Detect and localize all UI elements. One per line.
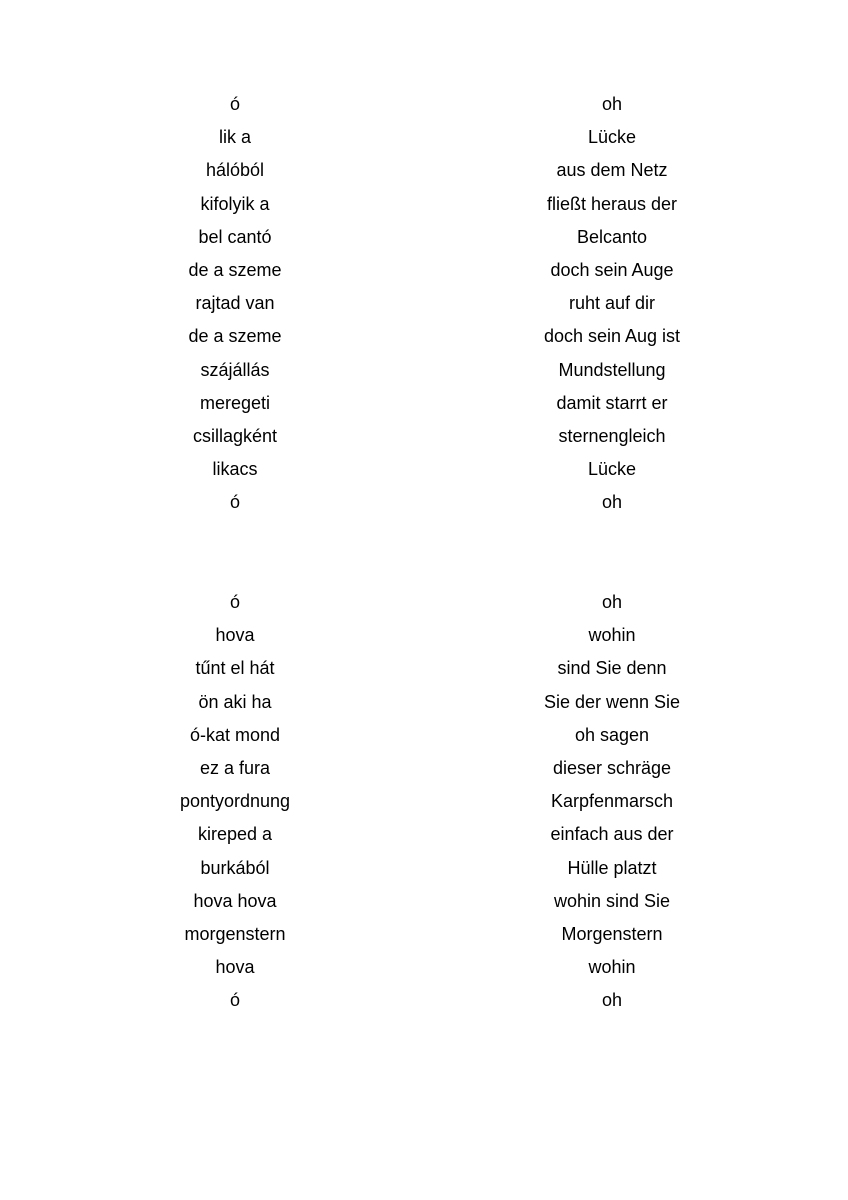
poem-line	[0, 951, 848, 984]
hungarian-line: ó	[229, 990, 241, 1011]
poem-line	[0, 486, 848, 519]
german-line: Mundstellung	[558, 359, 666, 380]
poem-line	[0, 885, 848, 918]
hungarian-line: meregeti	[199, 392, 271, 413]
german-line: Belcanto	[576, 226, 648, 247]
german-line: oh	[601, 990, 623, 1011]
hungarian-line: lik a	[218, 127, 252, 148]
hungarian-line: ó	[229, 94, 241, 114]
german-line: ruht auf dir	[568, 293, 656, 314]
german-line: einfach aus der	[550, 824, 674, 845]
hungarian-line: de a szeme	[188, 326, 282, 347]
german-line: doch sein Aug ist	[543, 326, 681, 347]
poem-line	[0, 221, 848, 254]
hungarian-line: ó	[229, 592, 241, 612]
poem-line	[0, 254, 848, 287]
german-line: damit starrt er	[556, 392, 668, 413]
poem-line	[0, 719, 848, 752]
stanza-2	[0, 586, 848, 1017]
german-line: fließt heraus der	[546, 193, 678, 214]
german-line: Hülle platzt	[567, 857, 657, 878]
hungarian-line: burkából	[200, 857, 270, 878]
german-line: oh	[601, 94, 623, 114]
german-line: Karpfenmarsch	[550, 791, 674, 812]
german-line: doch sein Auge	[550, 259, 674, 280]
poem-line	[0, 619, 848, 652]
poem-line	[0, 121, 848, 154]
hungarian-line: de a szeme	[188, 259, 282, 280]
hungarian-line: ön aki ha	[198, 691, 272, 712]
german-line: wohin	[588, 625, 636, 646]
german-line: wohin	[588, 957, 636, 978]
german-line: aus dem Netz	[556, 160, 668, 181]
german-line: sind Sie denn	[557, 658, 667, 679]
hungarian-line: likacs	[212, 459, 258, 480]
german-line: oh	[601, 592, 623, 612]
poem-line	[0, 387, 848, 420]
poem-line	[0, 652, 848, 685]
poem-line	[0, 686, 848, 719]
poem-line	[0, 320, 848, 353]
hungarian-line: rajtad van	[195, 293, 275, 314]
hungarian-line: ó	[229, 492, 241, 513]
hungarian-line: ó-kat mond	[189, 724, 281, 745]
hungarian-line: morgenstern	[184, 923, 286, 944]
poem-line	[0, 752, 848, 785]
poem-line	[0, 852, 848, 885]
hungarian-line: bel cantó	[198, 226, 272, 247]
hungarian-line: hova hova	[193, 890, 277, 911]
german-line: Sie der wenn Sie	[543, 691, 681, 712]
german-line: Lücke	[587, 459, 637, 480]
hungarian-line: kifolyik a	[200, 193, 270, 214]
poem-line	[0, 354, 848, 387]
poem-line	[0, 984, 848, 1017]
poem-line	[0, 154, 848, 187]
german-line: oh	[601, 492, 623, 513]
hungarian-line: tűnt el hát	[195, 658, 275, 679]
hungarian-line: hova	[215, 625, 255, 646]
poem-line	[0, 287, 848, 320]
poem-line	[0, 785, 848, 818]
poem-line	[0, 88, 848, 121]
hungarian-line: csillagként	[192, 425, 278, 446]
german-line: Lücke	[587, 127, 637, 148]
poem-line	[0, 586, 848, 619]
poem-line	[0, 918, 848, 951]
hungarian-line: kireped a	[197, 824, 273, 845]
german-line: oh sagen	[574, 724, 650, 745]
stanza-1	[0, 88, 848, 519]
poem-line	[0, 188, 848, 221]
german-line: sternengleich	[558, 425, 666, 446]
hungarian-line: ez a fura	[199, 757, 271, 778]
hungarian-line: pontyordnung	[179, 791, 291, 812]
hungarian-line: hova	[215, 957, 255, 978]
poem-line	[0, 818, 848, 851]
hungarian-line: hálóból	[205, 160, 265, 181]
poem-line	[0, 453, 848, 486]
german-line: dieser schräge	[552, 757, 672, 778]
hungarian-line: szájállás	[200, 359, 270, 380]
poem-line	[0, 420, 848, 453]
german-line: Morgenstern	[561, 923, 663, 944]
german-line: wohin sind Sie	[553, 890, 671, 911]
